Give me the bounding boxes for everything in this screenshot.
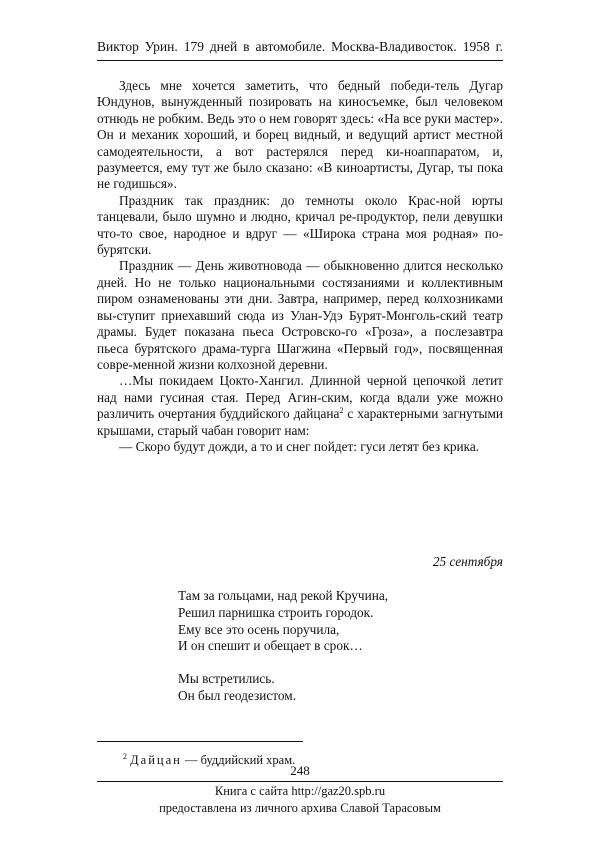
paragraph-part: с характерными загнутыми крышами, старый чабан говорит нам: bbox=[97, 406, 503, 438]
header-route: Москва-Владивосток. bbox=[331, 39, 457, 54]
poem-line: Решил парнишка строить городок. bbox=[178, 604, 374, 620]
footnote-divider bbox=[97, 741, 303, 742]
footer-line-2: предоставлена из личного архива Славой Тарасовым bbox=[159, 801, 441, 815]
paragraph-part: …Мы покидаем Цокто-Хангил. Длинной черной цепочкой летит над нами гусиная стая. Перед Агин-ским, когда вдали уже можно различить очертания буддийского дайцана bbox=[97, 373, 503, 422]
source-link[interactable]: http://gaz20.spb.ru bbox=[291, 784, 386, 798]
paragraph: Праздник так праздник: до темноты около Крас-ной юрты танцевали, было шумно и людно, кричал ре-продуктор, пели девушки что-то свое, народное и вдруг — «Широка страна моя родная» по-бурятски. bbox=[97, 192, 503, 258]
paragraph: — Скоро будут дожди, а то и снег пойдет: гуси летят без крика. bbox=[119, 438, 480, 454]
paragraph: Праздник — День животновода — обыкновенно длится несколько дней. Но не только национальными состязаниями и коллективным пиром ознаменованы эти дни. Завтра, например, перед колхозниками вы-ступит приехавший сюда из Улан-Удэ Бурят-Монголь-ский театр драмы. Будет показана пьеса Островско-го «Гроза», а послезавтра пьеса бурятского драма-турга Шагжина «Первый год», посвященная совре-менной жизни колхозной деревни. bbox=[97, 258, 503, 372]
poem-line: Мы встретились. bbox=[178, 671, 275, 687]
body-text bbox=[97, 78, 503, 455]
footnote-definition: — буддийский храм. bbox=[181, 753, 296, 767]
header-year: 1958 г. bbox=[462, 39, 504, 54]
header-author: Виктор Урин. bbox=[97, 39, 178, 54]
page-footer bbox=[0, 783, 600, 817]
paragraph bbox=[97, 373, 503, 439]
header-divider bbox=[97, 60, 503, 61]
poem-line: И он спешит и обещает в срок… bbox=[178, 638, 363, 654]
page-number: 248 bbox=[290, 763, 310, 778]
footnote-reference[interactable]: 2 bbox=[339, 406, 344, 416]
running-header bbox=[97, 37, 503, 57]
footnote-number: 2 bbox=[123, 752, 127, 761]
footer-source-label: Книга с сайта bbox=[214, 784, 292, 798]
footnote-term: Дайцан bbox=[130, 753, 182, 767]
poem-stanza bbox=[178, 588, 388, 655]
poem-stanza bbox=[178, 671, 388, 705]
poem-line: Он был геодезистом. bbox=[178, 687, 297, 703]
entry-date: 25 сентября bbox=[432, 554, 503, 569]
poem bbox=[178, 588, 388, 721]
paragraph: Здесь мне хочется заметить, что бедный победи-тель Дугар Юндунов, вынужденный позировать на киносъемке, был человеком отнюдь не робким. Ведь это о нем говорят здесь: «На все руки мастер». Он и механик хороший, и борец видный, и ведущий артист местной самодеятельности, а вот растерялся перед ки-ноаппаратом, и, разумеется, ему тут же было сказано: «В киноартисты, Дугар, ты пока не годишься». bbox=[97, 78, 503, 192]
poem-line: Ему все это осень поручила, bbox=[178, 621, 340, 637]
header-title: 179 дней в автомобиле. bbox=[183, 39, 326, 54]
footer-line-1 bbox=[0, 783, 600, 800]
poem-line: Там за гольцами, над рекой Кручина, bbox=[178, 588, 389, 603]
footer-divider bbox=[97, 781, 503, 782]
